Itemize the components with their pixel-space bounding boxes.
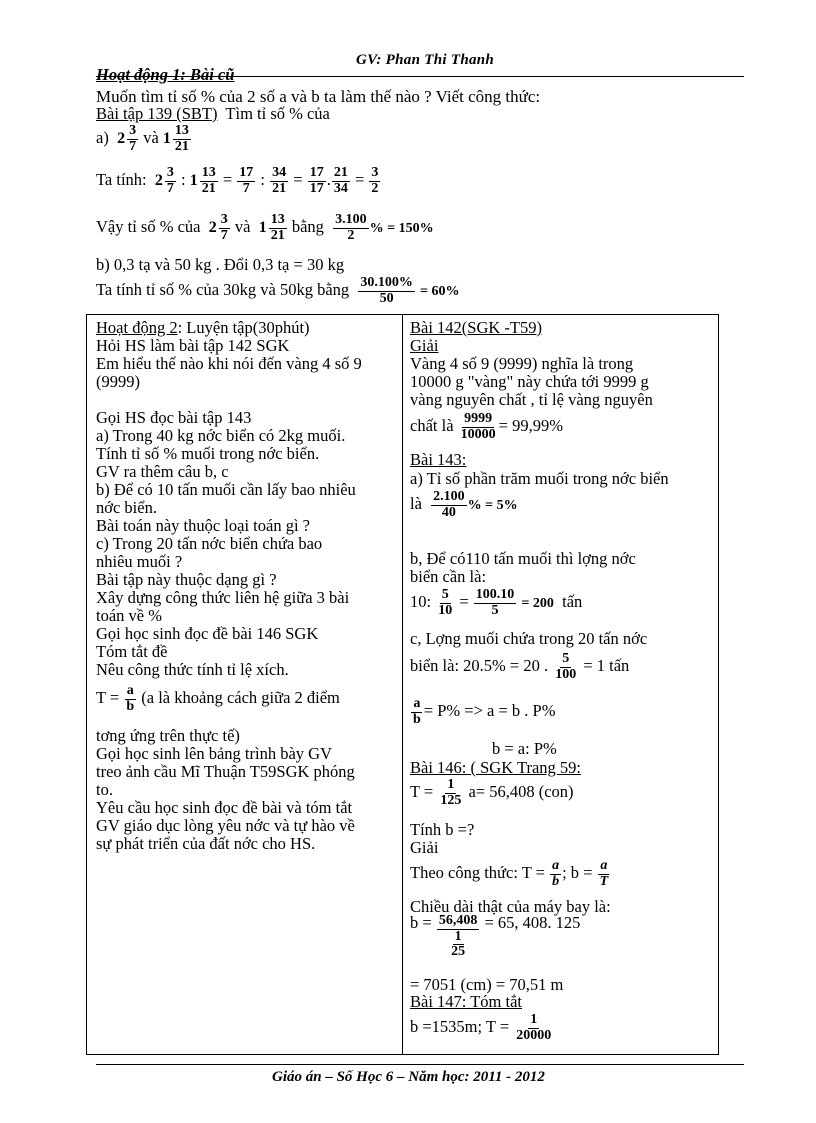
gold-ratio-line: chất là $\frac{9999}{10000}$ = 99,99% bbox=[410, 411, 563, 442]
left-line: Gọi học sinh đọc đề bài 146 SGK bbox=[96, 624, 319, 643]
exercise-147-given: b =1535m; T = $\frac{1}{20000}$ bbox=[410, 1012, 552, 1043]
solution-label: Giải bbox=[410, 336, 439, 355]
left-line: Tóm tắt đề bbox=[96, 642, 168, 661]
left-line: GV ra thêm câu b, c bbox=[96, 462, 229, 481]
part-b-calculation: Ta tính tỉ số % của 30kg và 50kg bằng $\frac{30.100\%}{50}$ = 60% bbox=[96, 275, 460, 306]
left-line: Gọi học sinh lên bảng trình bày GV bbox=[96, 744, 333, 763]
left-line: c) Trong 20 tấn nớc biển chứa bao bbox=[96, 534, 323, 553]
left-line: Bài tập này thuộc dạng gì ? bbox=[96, 570, 277, 589]
right-line: vàng nguyên chất , tỉ lệ vàng nguyên bbox=[410, 390, 653, 409]
left-line: Em hiểu thế nào khi nói đến vàng 4 số 9 bbox=[96, 354, 362, 373]
left-line: a) Trong 40 kg nớc biển có 2kg muối. bbox=[96, 426, 346, 445]
exercise-147-title: Bài 147: Tóm tắt bbox=[410, 992, 522, 1011]
seawater-calc-line: 10: $\frac{5}{10}$ = $\frac{100.10}{5}$ = 200 tấn bbox=[410, 587, 583, 618]
part-b-line: b) 0,3 tạ và 50 kg . Đổi 0,3 tạ = 30 kg bbox=[96, 255, 345, 274]
page-footer: Giáo án – Số Học 6 – Năm học: 2011 - 2012 bbox=[272, 1069, 545, 1085]
scale-given-line: T = $\frac{1}{125}$ a= 56,408 (con) bbox=[410, 777, 574, 808]
right-line: b = a: P% bbox=[492, 739, 557, 758]
left-line: b) Để có 10 tấn muối cần lấy bao nhiêu bbox=[96, 480, 356, 499]
left-line: Xây dựng công thức liên hệ giữa 3 bài bbox=[96, 588, 350, 607]
table-column-divider bbox=[402, 314, 403, 1055]
left-line: Yêu cầu học sinh đọc đề bài và tóm tắt bbox=[96, 798, 353, 817]
right-line: a) Tỉ số phần trăm muối trong nớc biển bbox=[410, 469, 669, 488]
right-line: c, Lợng muối chứa trong 20 tấn nớc bbox=[410, 629, 648, 648]
activity2-title: Hoạt động 2: Luyện tập(30phút) bbox=[96, 318, 310, 337]
solution-label: Giải bbox=[410, 838, 439, 857]
left-line: Nêu công thức tính tỉ lệ xích. bbox=[96, 660, 289, 679]
left-line: Gọi HS đọc bài tập 143 bbox=[96, 408, 252, 427]
formula-line: Theo công thức: T = $\frac{a}{b}$ ; b = $\frac{a}{T}$ bbox=[410, 858, 609, 889]
right-line: 10000 g "vàng" này chứa tới 9999 g bbox=[410, 372, 649, 391]
question-text: Muốn tìm tỉ số % của 2 số a và b ta làm thế nào ? Viết công thức: bbox=[96, 87, 541, 106]
conclusion-line: Vậy tỉ số % của 2 $\frac{3}{7}$ và 1 $\frac{13}{21}$ bằng $\frac{3.100}{2}$ % = 150% bbox=[96, 212, 434, 243]
left-line: to. bbox=[96, 780, 113, 799]
left-line: GV giáo dục lòng yêu nớc và tự hào về bbox=[96, 816, 355, 835]
left-line: (9999) bbox=[96, 372, 140, 391]
exercise-142-title: Bài 142(SGK -T59) bbox=[410, 318, 542, 337]
exercise-139-line: Bài tập 139 (SBT) Tìm tỉ số % của bbox=[96, 104, 330, 123]
left-line: tơng ứng trên thực tế) bbox=[96, 726, 240, 745]
left-line: toán về % bbox=[96, 606, 162, 625]
right-line: biển cần là: bbox=[410, 567, 487, 586]
activity1-title: Hoạt động 1: Bài cũ bbox=[96, 65, 235, 84]
exercise-143-title: Bài 143: bbox=[410, 450, 467, 469]
exercise-146-title: Bài 146: ( SGK Trang 59: bbox=[410, 758, 581, 777]
left-line: sự phát triển của đất nớc cho HS. bbox=[96, 834, 316, 853]
right-line: Tính b =? bbox=[410, 820, 475, 839]
left-line: Bài toán này thuộc loại toán gì ? bbox=[96, 516, 310, 535]
percent-formula-line: $\frac{a}{b}$ = P% => a = b . P% bbox=[413, 696, 556, 727]
plane-length-line: b = $\frac{56,408}{\frac{1}{25}}$ = 65, 408. 125 bbox=[410, 913, 581, 960]
right-line: Chiều dài thật của máy bay là: bbox=[410, 897, 611, 916]
left-line: nớc biển. bbox=[96, 498, 157, 517]
part-a-line: a) 2 $\frac{3}{7}$ và 1 $\frac{13}{21}$ bbox=[96, 123, 189, 154]
salt-ratio-line: là $\frac{2.100}{40}$ % = 5% bbox=[410, 489, 518, 520]
scale-formula-line: T = $\frac{a}{b}$ (a là khoảng cách giữa 2 điểm bbox=[96, 683, 340, 714]
calculation-line: Ta tính: 2 $\frac{3}{7}$ : 1 $\frac{13}{21}$ = $\frac{17}{7}$ : $\frac{34}{21}$ = $\frac{17}{17}$ . $\frac{21}{34}$ = $\frac{3}{2}$ bbox=[96, 165, 379, 196]
right-line: Vàng 4 số 9 (9999) nghĩa là trong bbox=[410, 354, 634, 373]
salt-amount-line: biển là: 20.5% = 20 . $\frac{5}{100}$ = 1 tấn bbox=[410, 651, 630, 682]
right-line: = 7051 (cm) = 70,51 m bbox=[410, 975, 564, 994]
right-line: b, Để có110 tấn muối thì lợng nớc bbox=[410, 549, 636, 568]
left-line: nhiêu muối ? bbox=[96, 552, 183, 571]
footer-rule bbox=[96, 1064, 744, 1065]
left-line: Tính tỉ số % muối trong nớc biển. bbox=[96, 444, 320, 463]
left-line: treo ảnh cầu Mĩ Thuận T59SGK phóng bbox=[96, 762, 355, 781]
page-header-author: GV: Phan Thi Thanh bbox=[356, 52, 495, 68]
left-line: Hỏi HS làm bài tập 142 SGK bbox=[96, 336, 290, 355]
